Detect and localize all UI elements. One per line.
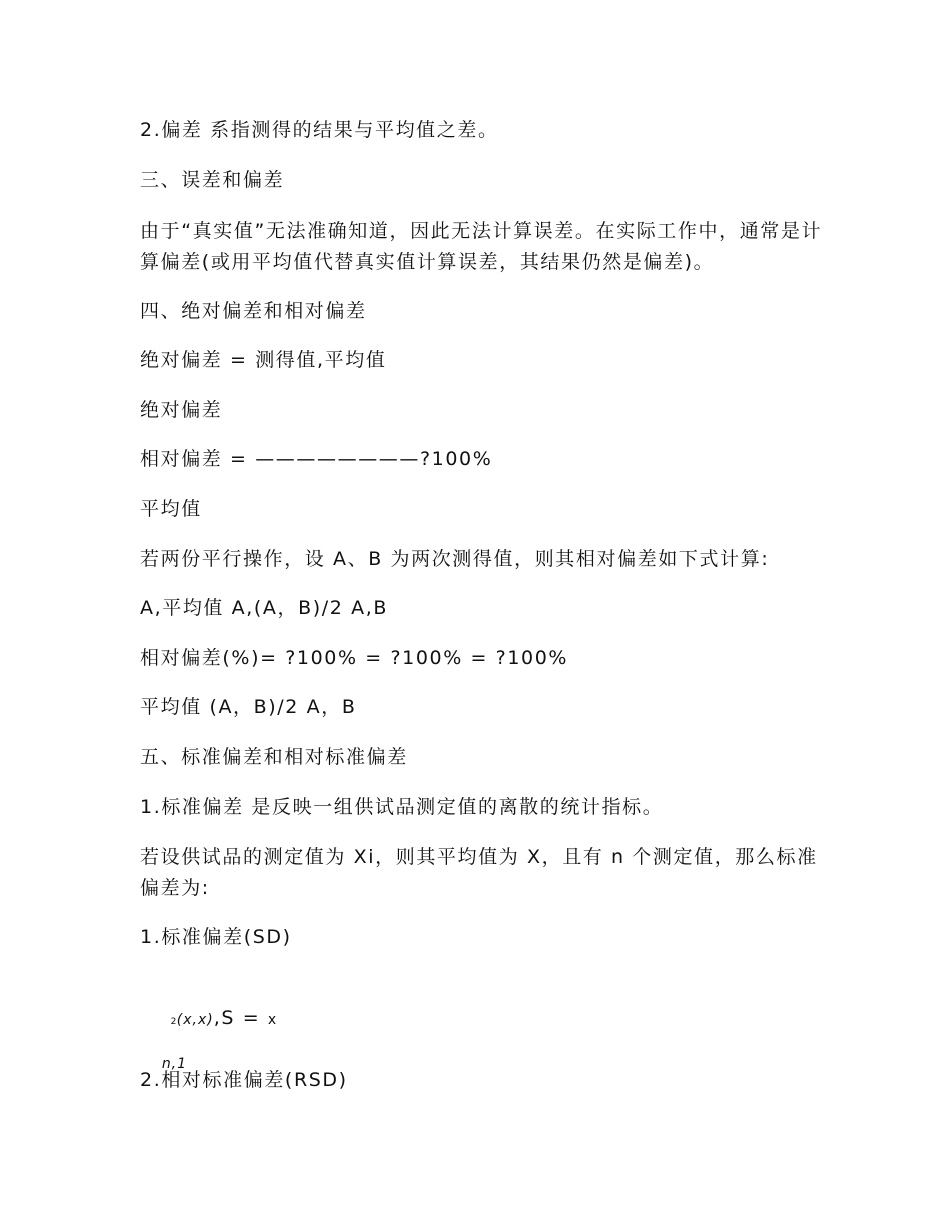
heading-error-and-deviation: 三、误差和偏差 bbox=[140, 169, 285, 191]
formula-denominators: 平均值 (A，B)/2 A，B bbox=[140, 696, 357, 718]
paragraph-deviation-definition: 2.偏差 系指测得的结果与平均值之差。 bbox=[140, 119, 499, 141]
paragraph-parallel-operation: 若两份平行操作，设 A、B 为两次测得值，则其相对偏差如下式计算: bbox=[140, 548, 770, 570]
fraction-numerator-absolute: 绝对偏差 bbox=[140, 399, 223, 421]
formula-expression: (x,x) bbox=[176, 1012, 214, 1028]
paragraph-standard-deviation-definition: 1.标准偏差 是反映一组供试品测定值的离散的统计指标。 bbox=[140, 796, 664, 818]
subheading-sd: 1.标准偏差(SD) bbox=[140, 926, 292, 948]
formula-numerators: A,平均值 A,(A，B)/2 A,B bbox=[140, 597, 388, 619]
formula-denominator: n,1 bbox=[161, 1056, 188, 1072]
formula-superscript: 2 bbox=[170, 1017, 177, 1027]
fraction-denominator-mean: 平均值 bbox=[140, 498, 202, 520]
paragraph-true-value: 由于“真实值”无法准确知道，因此无法计算误差。在实际工作中，通常是计算偏差(或用平均值代替真实值计算误差，其结果仍然是偏差)。 bbox=[140, 220, 823, 273]
heading-standard-deviation: 五、标准偏差和相对标准偏差 bbox=[140, 746, 408, 768]
formula-relative-deviation: 相对偏差 = ————————?100% bbox=[140, 448, 493, 470]
formula-relative-deviation-percent: 相对偏差(%)= ?100% = ?100% = ?100% bbox=[140, 647, 569, 669]
formula-x: x bbox=[267, 1012, 278, 1028]
formula-absolute-deviation: 绝对偏差 = 测得值,平均值 bbox=[140, 349, 387, 371]
paragraph-standard-deviation-setup: 若设供试品的测定值为 Xi，则其平均值为 X，且有 n 个测定值，那么标准偏差为: bbox=[140, 846, 818, 899]
formula-rhs: ,S = bbox=[213, 1007, 268, 1029]
subheading-rsd: 2.相对标准偏差(RSD) bbox=[140, 1069, 348, 1091]
heading-absolute-relative-deviation: 四、绝对偏差和相对偏差 bbox=[140, 300, 367, 322]
